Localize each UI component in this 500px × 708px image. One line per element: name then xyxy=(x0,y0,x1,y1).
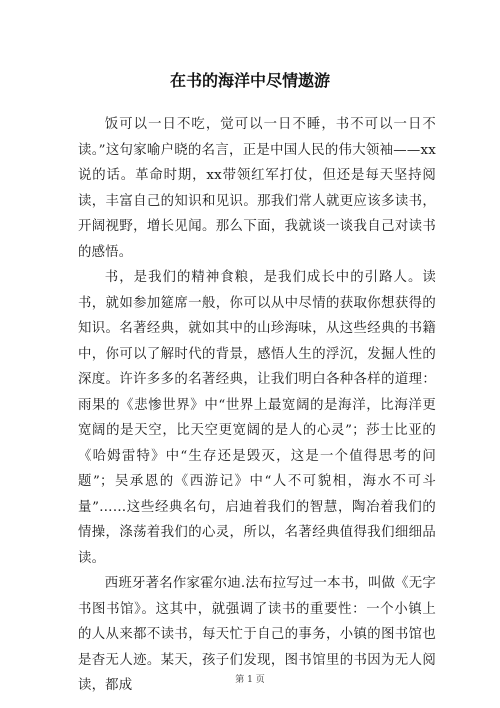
paragraph: 西班牙著名作家霍尔迪.法布拉写过一本书，叫做《无字书图书馆》。这其中，就强调了读书的重要性：一个小镇上的人从来都不读书，每天忙于自己的事务，小镇的图书馆也是杳无人迹。某天，孩子们发现，图书馆里的书因为无人阅读，都成 xyxy=(78,576,436,693)
paragraph: 饭可以一日不吃，觉可以一日不睡，书不可以一日不读。”这句家喻户晓的名言，正是中国人民的伟大领袖——xx说的话。革命时期，xx带领红军打仗，但还是每天坚持阅读，丰富自己的知识和见识。那我们常人就更应该多读书，开阔视野，增长见闻。那么下面，我就谈一谈我自己对读书的感悟。 xyxy=(78,117,436,260)
paragraph: 书，是我们的精神食粮，是我们成长中的引路人。读书，就如参加筵席一般，你可以从中尽情的获取你想获得的知识。名著经典，就如其中的山珍海味，从这些经典的书籍中，你可以了解时代的背景，感悟人生的浮沉，发掘人性的深度。许许多多的名著经典，让我们明白各种各样的道理：雨果的《悲惨世界》中“世界上最宽阔的是海洋，比海洋更宽阔的是天空，比天空更宽阔的是人的心灵”；莎士比亚的《哈姆雷特》中“生存还是毁灭，这是一个值得思考的问题”；吴承恩的《西游记》中“人不可貌相，海水不可斗量”……这些经典名句，启迪着我们的智慧，陶冶着我们的情操，涤荡着我们的心灵，所以，名著经典值得我们细细品读。 xyxy=(78,270,436,566)
document-body xyxy=(78,112,436,699)
page-number: 第 1 页 xyxy=(235,675,265,685)
document-title: 在书的海洋中尽情遨游 xyxy=(169,71,330,90)
